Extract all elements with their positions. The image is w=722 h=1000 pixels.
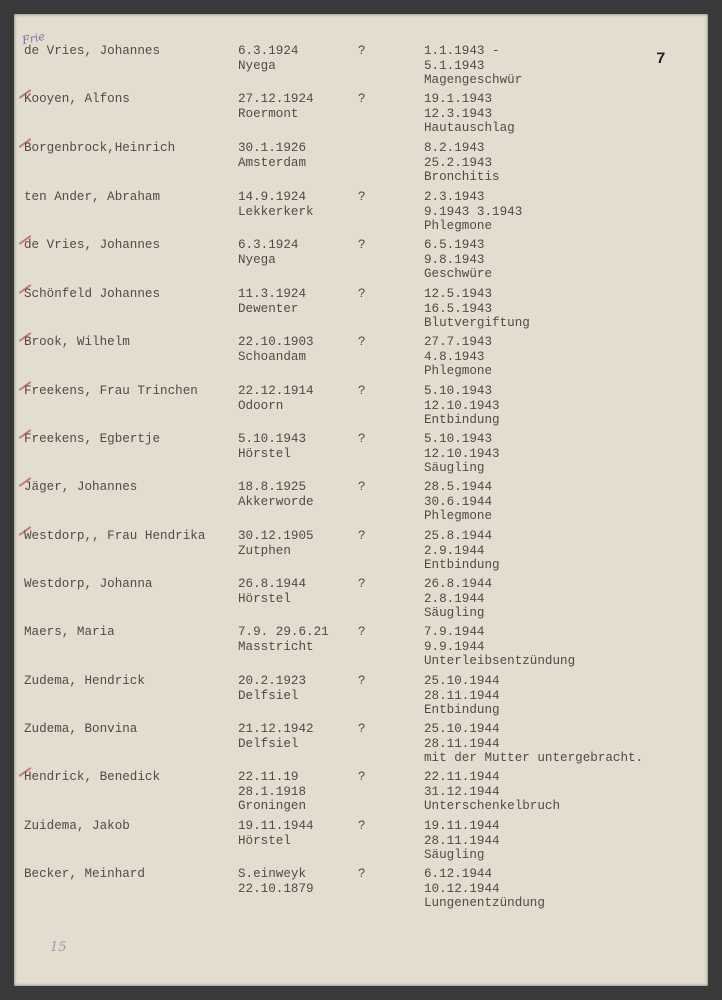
entry-treatment (424, 625, 575, 669)
footer-pencil-note: 15 (50, 940, 67, 955)
treatment-line: Unterleibsentzündung (424, 654, 576, 668)
pencil-annotation: Frie (20, 29, 47, 48)
treatment-line: 12.10.1943 (424, 398, 500, 413)
birth-line: 22.10.1879 (238, 881, 314, 896)
birth-line: 6.3.1924 (238, 238, 299, 252)
entry-treatment (424, 335, 492, 379)
entry-name: Westdorp,, Frau Hendrika (24, 529, 206, 543)
entry-name: Zudema, Hendrick (24, 674, 145, 688)
treatment-line: 25.10.1944 (424, 722, 500, 736)
entry-treatment (424, 238, 492, 282)
entry-unknown-mark: ? (358, 674, 366, 688)
treatment-line: Lungenentzündung (424, 896, 545, 910)
entry-unknown-mark: ? (358, 722, 366, 736)
list-item (14, 674, 708, 722)
birth-line: 30.12.1905 (238, 529, 314, 543)
treatment-line: 31.12.1944 (424, 784, 500, 799)
treatment-line: 8.2.1943 (424, 141, 485, 155)
entry-birth-data (238, 819, 314, 848)
entry-birth-data (238, 190, 314, 219)
entry-birth-data (238, 577, 306, 606)
entry-name: Zudema, Bonvina (24, 722, 138, 736)
birth-line: Masstricht (238, 639, 314, 654)
birth-line: 22.11.19 (238, 770, 299, 784)
treatment-line: 19.1.1943 (424, 92, 493, 106)
entry-unknown-mark: ? (358, 529, 366, 543)
treatment-line: 28.11.1944 (424, 833, 500, 848)
entry-unknown-mark: ? (358, 335, 366, 349)
treatment-line: 25.2.1943 (424, 155, 493, 170)
entry-unknown-mark: ? (358, 92, 366, 106)
entry-birth-data (238, 141, 306, 170)
entry-treatment (424, 577, 492, 621)
entry-treatment (424, 287, 530, 331)
entry-name: Kooyen, Alfons (24, 92, 130, 106)
entry-treatment (424, 44, 522, 88)
treatment-line: 9.8.1943 (424, 252, 485, 267)
birth-line: 26.8.1944 (238, 577, 307, 591)
entry-name: Becker, Meinhard (24, 867, 145, 881)
entry-unknown-mark: ? (358, 44, 366, 58)
treatment-line: Entbindung (424, 558, 500, 572)
list-item (14, 44, 708, 92)
entry-name: Hendrick, Benedick (24, 770, 161, 784)
entry-birth-data (238, 238, 298, 267)
list-item (14, 384, 708, 432)
birth-line: Schoandam (238, 349, 307, 364)
treatment-line: 28.11.1944 (424, 688, 500, 703)
birth-line: Delfsiel (238, 736, 299, 751)
treatment-line: 16.5.1943 (424, 301, 493, 316)
treatment-line: 2.3.1943 (424, 190, 485, 204)
treatment-line: 9.9.1944 (424, 639, 485, 654)
entry-treatment (424, 770, 560, 814)
entry-birth-data (238, 722, 314, 751)
treatment-line: 26.8.1944 (424, 577, 493, 591)
treatment-line: Phlegmone (424, 219, 493, 233)
entry-treatment (424, 141, 500, 185)
treatment-line: 19.11.1944 (424, 819, 500, 833)
treatment-line: 12.5.1943 (424, 287, 493, 301)
page-number: 7 (656, 50, 666, 68)
document-page (14, 14, 708, 986)
entry-birth-data (238, 432, 306, 461)
treatment-line: Hautauschlag (424, 121, 515, 135)
treatment-line: Säugling (424, 848, 485, 862)
entry-unknown-mark: ? (358, 770, 366, 784)
birth-line: 11.3.1924 (238, 287, 307, 301)
list-item (14, 432, 708, 480)
entry-unknown-mark: ? (358, 625, 366, 639)
entry-birth-data (238, 384, 314, 413)
birth-line: Hörstel (238, 591, 291, 606)
entry-unknown-mark: ? (358, 190, 366, 204)
entry-name: de Vries, Johannes (24, 238, 161, 252)
treatment-line: 28.11.1944 (424, 736, 500, 751)
entry-treatment (424, 674, 500, 718)
treatment-line: Säugling (424, 461, 485, 475)
list-item (14, 480, 708, 528)
entry-name: de Vries, Johannes (24, 44, 161, 58)
treatment-line: Entbindung (424, 703, 500, 717)
list-item (14, 287, 708, 335)
list-item (14, 92, 708, 140)
entry-treatment (424, 722, 643, 766)
entry-birth-data (238, 625, 329, 654)
birth-line: 30.1.1926 (238, 141, 307, 155)
entry-unknown-mark: ? (358, 867, 366, 881)
entry-name: Jäger, Johannes (24, 480, 138, 494)
entry-treatment (424, 529, 500, 573)
birth-line: 6.3.1924 (238, 44, 299, 58)
birth-line: Lekkerkerk (238, 204, 314, 219)
list-item (14, 625, 708, 673)
entry-name: Schönfeld Johannes (24, 287, 161, 301)
birth-line: S.einweyk (238, 867, 307, 881)
list-item (14, 190, 708, 238)
birth-line: 28.1.1918 (238, 784, 307, 799)
birth-line: Zutphen (238, 543, 291, 558)
treatment-line: 27.7.1943 (424, 335, 493, 349)
birth-line: Nyega (238, 58, 276, 73)
treatment-line: 12.3.1943 (424, 106, 493, 121)
entry-unknown-mark: ? (358, 287, 366, 301)
treatment-line: 30.6.1944 (424, 494, 493, 509)
birth-line: Odoorn (238, 398, 284, 413)
birth-line: 21.12.1942 (238, 722, 314, 736)
entry-name: Westdorp, Johanna (24, 577, 153, 591)
entry-birth-data (238, 335, 314, 364)
entry-name: Freekens, Egbertje (24, 432, 161, 446)
entry-birth-data (238, 674, 306, 703)
treatment-line: 22.11.1944 (424, 770, 500, 784)
entry-treatment (424, 867, 545, 911)
list-item (14, 529, 708, 577)
list-item (14, 722, 708, 770)
treatment-line: 5.10.1943 (424, 432, 493, 446)
treatment-line: 5.10.1943 (424, 384, 493, 398)
treatment-line: 7.9.1944 (424, 625, 485, 639)
birth-line: Delfsiel (238, 688, 299, 703)
treatment-line: 12.10.1943 (424, 446, 500, 461)
entry-birth-data (238, 529, 314, 558)
list-item (14, 867, 708, 915)
entry-birth-data (238, 287, 306, 316)
entry-name: Freekens, Frau Trinchen (24, 384, 198, 398)
list-item (14, 335, 708, 383)
entry-birth-data (238, 92, 314, 121)
birth-line: 22.12.1914 (238, 384, 314, 398)
entry-unknown-mark: ? (358, 577, 366, 591)
birth-line: 20.2.1923 (238, 674, 307, 688)
treatment-line: Unterschenkelbruch (424, 799, 561, 813)
entry-name: Borgenbrock,Heinrich (24, 141, 176, 155)
birth-line: 22.10.1903 (238, 335, 314, 349)
entry-birth-data (238, 480, 314, 509)
treatment-line: Säugling (424, 606, 485, 620)
birth-line: Hörstel (238, 446, 291, 461)
birth-line: 19.11.1944 (238, 819, 314, 833)
treatment-line: Phlegmone (424, 364, 493, 378)
treatment-line: 25.8.1944 (424, 529, 493, 543)
entry-treatment (424, 190, 522, 234)
entry-birth-data (238, 770, 306, 814)
entry-treatment (424, 432, 500, 476)
birth-line: Nyega (238, 252, 276, 267)
list-item (14, 577, 708, 625)
treatment-line: 10.12.1944 (424, 881, 500, 896)
birth-line: 27.12.1924 (238, 92, 314, 106)
birth-line: Hörstel (238, 833, 291, 848)
entry-birth-data (238, 44, 298, 73)
entry-unknown-mark: ? (358, 384, 366, 398)
birth-line: Akkerworde (238, 494, 314, 509)
entry-unknown-mark: ? (358, 238, 366, 252)
treatment-line: 28.5.1944 (424, 480, 493, 494)
entry-birth-data (238, 867, 314, 896)
birth-line: Dewenter (238, 301, 299, 316)
birth-line: Amsterdam (238, 155, 307, 170)
treatment-line: 9.1943 3.1943 (424, 204, 523, 219)
treatment-line: 6.5.1943 (424, 238, 485, 252)
treatment-line: 2.9.1944 (424, 543, 485, 558)
treatment-line: Bronchitis (424, 170, 500, 184)
birth-line: 5.10.1943 (238, 432, 307, 446)
treatment-line: 2.8.1944 (424, 591, 485, 606)
treatment-line: Blutvergiftung (424, 316, 530, 330)
treatment-line: 25.10.1944 (424, 674, 500, 688)
birth-line: Roermont (238, 106, 299, 121)
treatment-line: mit der Mutter untergebracht. (424, 751, 644, 765)
birth-line: 14.9.1924 (238, 190, 307, 204)
entry-unknown-mark: ? (358, 819, 366, 833)
treatment-line: Entbindung (424, 413, 500, 427)
list-item (14, 238, 708, 286)
entry-name: ten Ander, Abraham (24, 190, 161, 204)
treatment-line: Geschwüre (424, 267, 493, 281)
entry-unknown-mark: ? (358, 480, 366, 494)
entry-name: Maers, Maria (24, 625, 115, 639)
treatment-line: 5.1.1943 (424, 58, 485, 73)
entry-name: Zuidema, Jakob (24, 819, 130, 833)
entry-treatment (424, 92, 515, 136)
entry-treatment (424, 384, 500, 428)
entry-name: Brook, Wilhelm (24, 335, 130, 349)
birth-line: 18.8.1925 (238, 480, 307, 494)
list-item (14, 819, 708, 867)
treatment-line: Phlegmone (424, 509, 493, 523)
treatment-line: 6.12.1944 (424, 867, 493, 881)
entry-unknown-mark: ? (358, 432, 366, 446)
entry-treatment (424, 480, 492, 524)
treatment-line: 4.8.1943 (424, 349, 485, 364)
birth-line: 7.9. 29.6.21 (238, 625, 329, 639)
treatment-line: Magengeschwür (424, 73, 523, 87)
entry-treatment (424, 819, 500, 863)
list-item (14, 141, 708, 189)
list-item (14, 770, 708, 818)
birth-line: Groningen (238, 799, 307, 813)
treatment-line: 1.1.1943 - (424, 44, 500, 58)
